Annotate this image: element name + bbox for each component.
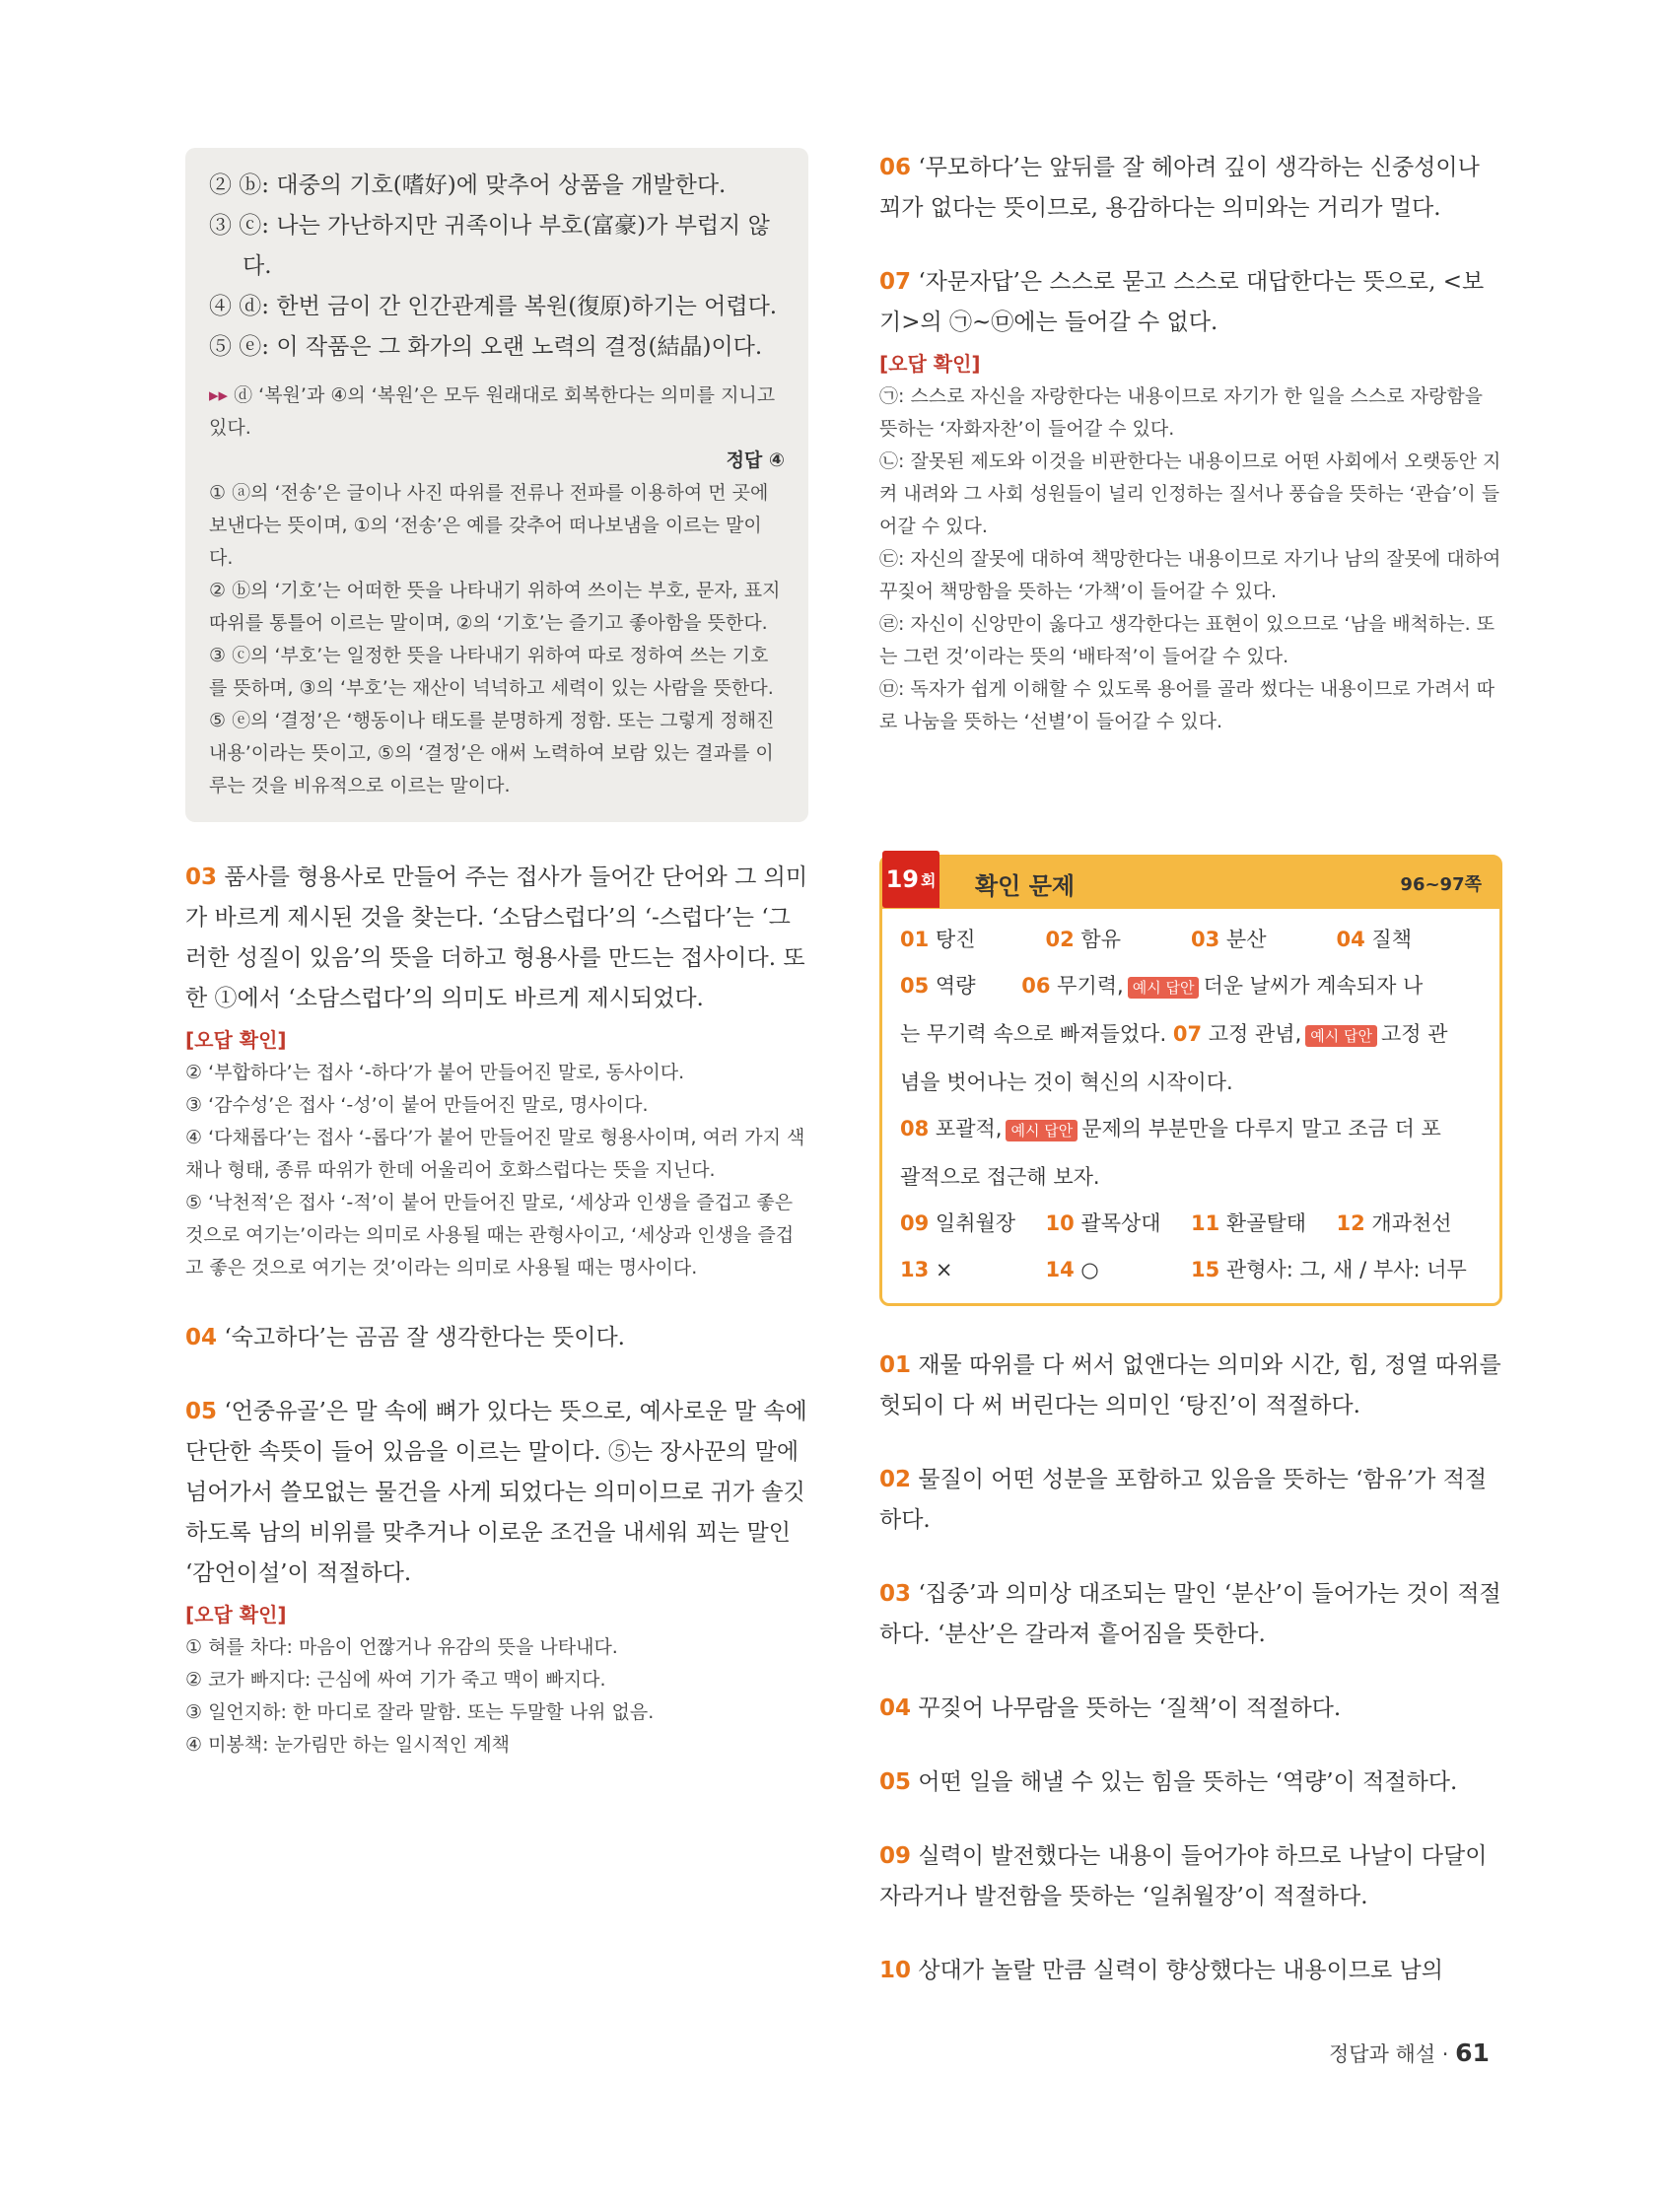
- question-06: [879, 148, 1502, 229]
- page-number: 61: [1455, 2039, 1490, 2067]
- expl-02: [879, 1460, 1502, 1541]
- expl-number: 03: [879, 1581, 912, 1607]
- answer-number: 06: [1021, 974, 1051, 998]
- answer-text: 함유: [1080, 928, 1121, 951]
- expl-04: [879, 1689, 1502, 1729]
- q03-item-3: ③ ‘감수성’은 접사 ‘-성’이 붙어 만들어진 말로, 명사이다.: [185, 1094, 649, 1116]
- answer-example: 더운 날씨가 계속되자 나: [1203, 974, 1424, 998]
- left-column: [185, 148, 808, 1795]
- q04-body: ‘숙고하다’는 곰곰 잘 생각한다는 뜻이다.: [224, 1325, 625, 1350]
- arrow-marker-icon: ▸▸: [209, 384, 229, 406]
- q03-check-label: [오답 확인]: [185, 1028, 287, 1052]
- quiz-explanations: [879, 1346, 1502, 1991]
- answer-02: [1046, 917, 1192, 963]
- answer-row-6: [900, 1154, 1482, 1201]
- note-5: ⑤ ⓔ의 ‘결정’은 ‘행동이나 태도를 분명하게 정함. 또는 그렇게 정해진 내용’이라는 뜻이고, ⑤의 ‘결정’은 애써 노력하여 보람 있는 결과를 이루는 것을 비유적으로 이르는 말이다.: [209, 710, 775, 796]
- q04-number: 04: [185, 1325, 218, 1350]
- note-1: ① ⓐ의 ‘전송’은 글이나 사진 따위를 전류나 전파를 이용하여 먼 곳에 보낸다는 뜻이며, ①의 ‘전송’은 예를 갖추어 떠나보냄을 이르는 말이다.: [209, 482, 769, 569]
- answer-14: [1046, 1247, 1192, 1293]
- answer-text: 역량: [935, 974, 976, 998]
- answer-text: 개과천선: [1371, 1211, 1452, 1235]
- q06-number: 06: [879, 155, 912, 180]
- review-quiz-header: [882, 858, 1499, 909]
- answer-example: 념을 벗어나는 것이 혁신의 시작이다.: [900, 1071, 1233, 1094]
- option-2: ② ⓑ: 대중의 기호(嗜好)에 맞추어 상품을 개발한다.: [209, 173, 727, 198]
- answer-example: 는 무기력 속으로 빠져들었다.: [900, 1022, 1167, 1046]
- answer-number: 11: [1191, 1211, 1220, 1235]
- q07-body: ‘자문자답’은 스스로 묻고 스스로 대답한다는 뜻으로, <보기>의 ㉠~㉤에는 들어갈 수 없다.: [879, 269, 1485, 335]
- expl-text: 상대가 놀랄 만큼 실력이 향상했다는 내용이므로 남의: [918, 1958, 1443, 1983]
- q05-text: [185, 1392, 808, 1594]
- q05-item-1: ① 혀를 차다: 마음이 언짢거나 유감의 뜻을 나타내다.: [185, 1636, 618, 1658]
- answer-text: 관형사: 그, 새 / 부사: 너무: [1225, 1258, 1467, 1281]
- answer-text: ×: [935, 1258, 953, 1281]
- q03-item-5: ⑤ ‘낙천적’은 접사 ‘-적’이 붙어 만들어진 말로, ‘세상과 인생을 즐겁고 좋은 것으로 여기는’이라는 의미로 사용될 때는 관형사이고, ‘세상과 인생을 즐겁고 좋은 것으로 여기는 것’이라는 의미로 사용될 때는 명사이다.: [185, 1192, 795, 1279]
- answer-13: [900, 1247, 1046, 1293]
- answer-line: [209, 445, 785, 477]
- q03-item-4: ④ ‘다채롭다’는 접사 ‘-롭다’가 붙어 만들어진 말로 형용사이며, 여러 가지 색채나 형태, 종류 따위가 한데 어울리어 호화스럽다는 뜻을 지닌다.: [185, 1127, 805, 1181]
- expl-09: [879, 1836, 1502, 1917]
- answer-12: [1337, 1201, 1483, 1247]
- expl-03: [879, 1574, 1502, 1655]
- answer-row-2: [900, 963, 1482, 1011]
- answer-example: 고정 관: [1380, 1022, 1448, 1046]
- explanation-body: ⓓ ‘복원’과 ④의 ‘복원’은 모두 원래대로 회복한다는 의미를 지니고 있다.: [209, 384, 776, 439]
- answer-number: 03: [1191, 928, 1220, 951]
- page-footer: [1329, 2039, 1490, 2068]
- example-answer-tag: 예시 답안: [1128, 977, 1200, 999]
- answer-row-8: [900, 1247, 1482, 1293]
- question-07: [879, 262, 1502, 738]
- q03-number: 03: [185, 864, 218, 890]
- q07-text: [879, 262, 1502, 343]
- review-quiz-title: 확인 문제: [975, 871, 1076, 900]
- q05-item-2: ② 코가 빠지다: 근심에 싸여 기가 죽고 맥이 빠지다.: [185, 1669, 606, 1691]
- answer-text: 일취월장: [935, 1211, 1016, 1235]
- answer-text: 무기력,: [1057, 974, 1124, 998]
- answer-example: 괄적으로 접근해 보자.: [900, 1165, 1100, 1189]
- right-column: [879, 148, 1502, 2025]
- footer-label: 정답과 해설 ·: [1329, 2042, 1449, 2066]
- answer-04: [1337, 917, 1483, 963]
- expl-text: 어떤 일을 해낼 수 있는 힘을 뜻하는 ‘역량’이 적절하다.: [918, 1769, 1458, 1795]
- q05-item-3: ③ 일언지하: 한 마디로 잘라 말함. 또는 두말할 나위 없음.: [185, 1701, 655, 1723]
- page-range: 96~97쪽: [1400, 874, 1482, 895]
- answer-11: [1191, 1201, 1337, 1247]
- answer-number: 02: [1045, 928, 1075, 951]
- q03-body: 품사를 형용사로 만들어 주는 접사가 들어간 단어와 그 의미가 바르게 제시된 것을 찾는다. ‘소담스럽다’의 ‘-스럽다’는 ‘그러한 성질이 있음’의 뜻을 더하고 형용사를 만드는 접사이다. 또한 ①에서 ‘소담스럽다’의 의미도 바르게 제시되었다.: [185, 864, 808, 1011]
- option-5: ⑤ ⓔ: 이 작품은 그 화가의 오랜 노력의 결정(結晶)이다.: [209, 334, 763, 360]
- note-2: ② ⓑ의 ‘기호’는 어떠한 뜻을 나타내기 위하여 쓰이는 부호, 문자, 표지 따위를 통틀어 이르는 말이며, ②의 ‘기호’는 즐기고 좋아함을 뜻한다.: [209, 580, 781, 634]
- expl-number: 02: [879, 1467, 912, 1492]
- answer-10: [1046, 1201, 1192, 1247]
- answer-row-1: [900, 917, 1482, 963]
- expl-number: 04: [879, 1695, 912, 1721]
- answer-row-7: [900, 1201, 1482, 1247]
- answer-number: 15: [1191, 1258, 1220, 1281]
- q06-body: ‘무모하다’는 앞뒤를 잘 헤아려 깊이 생각하는 신중성이나 꾀가 없다는 뜻이므로, 용감하다는 의미와는 거리가 멀다.: [879, 155, 1480, 221]
- answer-label: 정답 ④: [726, 449, 785, 471]
- expl-01: [879, 1346, 1502, 1426]
- review-quiz-box: [879, 855, 1502, 1306]
- expl-number: 01: [879, 1352, 912, 1378]
- answer-row-3: [900, 1011, 1482, 1060]
- answer-01: [900, 917, 1046, 963]
- option-3: ③ ⓒ: 나는 가난하지만 귀족이나 부호(富豪)가 부럽지 않다.: [209, 213, 770, 279]
- expl-text: 재물 따위를 다 써서 없앤다는 의미와 시간, 힘, 정열 따위를 헛되이 다 써 버린다는 의미인 ‘탕진’이 적절하다.: [879, 1352, 1501, 1418]
- note-3: ③ ⓒ의 ‘부호’는 일정한 뜻을 나타내기 위하여 따로 정하여 쓰는 기호를 뜻하며, ③의 ‘부호’는 재산이 넉넉하고 세력이 있는 사람을 뜻한다.: [209, 645, 774, 699]
- answer-number: 01: [900, 928, 930, 951]
- answer-row-4: [900, 1060, 1482, 1106]
- answer-number: 08: [900, 1117, 930, 1141]
- answer-15: [1191, 1247, 1482, 1293]
- answer-number: 09: [900, 1211, 930, 1235]
- expl-05: [879, 1763, 1502, 1803]
- q07-item-5: ㉤: 독자가 쉽게 이해할 수 있도록 용어를 골라 썼다는 내용이므로 가려서 따로 나눔을 뜻하는 ‘선별’이 들어갈 수 있다.: [879, 678, 1495, 732]
- expl-number: 05: [879, 1769, 912, 1795]
- answer-text: 탕진: [935, 928, 976, 951]
- explanation: [209, 380, 785, 802]
- answer-example: 문제의 부분만을 다루지 말고 조금 더 포: [1081, 1117, 1441, 1141]
- q07-check-label: [오답 확인]: [879, 352, 981, 376]
- expl-10: [879, 1951, 1502, 1991]
- option-4: ④ ⓓ: 한번 금이 간 인간관계를 복원(復原)하기는 어렵다.: [209, 294, 778, 319]
- session-badge: [882, 851, 939, 908]
- answer-text: 고정 관념,: [1208, 1022, 1302, 1046]
- q05-item-4: ④ 미봉책: 눈가림만 하는 일시적인 계책: [185, 1734, 510, 1756]
- q07-item-1: ㉠: 스스로 자신을 자랑한다는 내용이므로 자기가 한 일을 스스로 자랑함을 뜻하는 ‘자화자찬’이 들어갈 수 있다.: [879, 385, 1484, 440]
- expl-number: 09: [879, 1843, 912, 1869]
- answer-03: [1191, 917, 1337, 963]
- answer-text: 질책: [1371, 928, 1412, 951]
- answer-row-5: [900, 1106, 1482, 1154]
- answer-number: 12: [1336, 1211, 1365, 1235]
- answer-09: [900, 1201, 1046, 1247]
- answer-text: ○: [1080, 1258, 1099, 1281]
- answer-number: 14: [1045, 1258, 1075, 1281]
- q07-item-3: ㉢: 자신의 잘못에 대하여 책망한다는 내용이므로 자기나 남의 잘못에 대하여 꾸짖어 책망함을 뜻하는 ‘가책’이 들어갈 수 있다.: [879, 548, 1501, 602]
- example-answer-tag: 예시 답안: [1305, 1025, 1377, 1047]
- question-05: [185, 1392, 808, 1762]
- answer-text: 포괄적,: [935, 1117, 1003, 1141]
- q03-text: [185, 858, 808, 1019]
- answer-text: 분산: [1225, 928, 1267, 951]
- answer-number: 07: [1172, 1022, 1203, 1046]
- q05-body: ‘언중유골’은 말 속에 뼈가 있다는 뜻으로, 예사로운 말 속에 단단한 속뜻이 들어 있음을 이르는 말이다. ⑤는 장사꾼의 말에 넘어가서 쓸모없는 물건을 사게 되었다는 의미이므로 귀가 솔깃하도록 남의 비위를 맞추거나 이로운 조건을 내세워 꾀는 말인 ‘감언이설’이 적절하다.: [185, 1399, 807, 1586]
- question-04: [185, 1318, 808, 1358]
- expl-text: ‘집중’과 의미상 대조되는 말인 ‘분산’이 들어가는 것이 적절하다. ‘분산’은 갈라져 흩어짐을 뜻한다.: [879, 1581, 1501, 1647]
- explanation-text: [209, 380, 785, 445]
- question-03: [185, 858, 808, 1284]
- answer-note-box: [185, 148, 808, 822]
- q05-number: 05: [185, 1399, 218, 1424]
- answer-number: 05: [900, 974, 930, 998]
- answer-text: 괄목상대: [1080, 1211, 1161, 1235]
- answer-number: 04: [1336, 928, 1365, 951]
- expl-number: 10: [879, 1958, 912, 1983]
- review-quiz-answers: [882, 909, 1499, 1303]
- session-suffix: 회: [920, 870, 937, 890]
- q07-number: 07: [879, 269, 912, 295]
- expl-text: 물질이 어떤 성분을 포함하고 있음을 뜻하는 ‘함유’가 적절하다.: [879, 1467, 1488, 1533]
- session-number: 19: [885, 865, 919, 893]
- answer-text: 환골탈태: [1225, 1211, 1307, 1235]
- q07-item-2: ㉡: 잘못된 제도와 이것을 비판한다는 내용이므로 어떤 사회에서 오랫동안 지켜 내려와 그 사회 성원들이 널리 인정하는 질서나 풍습을 뜻하는 ‘관습’이 들어갈 수 있다.: [879, 450, 1501, 537]
- expl-text: 실력이 발전했다는 내용이 들어가야 하므로 나날이 다달이 자라거나 발전함을 뜻하는 ‘일취월장’이 적절하다.: [879, 1843, 1488, 1909]
- example-answer-tag: 예시 답안: [1006, 1120, 1078, 1141]
- q07-item-4: ㉣: 자신이 신앙만이 옳다고 생각한다는 표현이 있으므로 ‘남을 배척하는. 또는 그런 것’이라는 뜻의 ‘배타적’이 들어갈 수 있다.: [879, 613, 1495, 667]
- expl-text: 꾸짖어 나무람을 뜻하는 ‘질책’이 적절하다.: [918, 1695, 1342, 1721]
- answer-number: 10: [1045, 1211, 1075, 1235]
- q06-text: [879, 148, 1502, 229]
- answer-number: 13: [900, 1258, 930, 1281]
- q03-item-2: ② ‘부합하다’는 접사 ‘-하다’가 붙어 만들어진 말로, 동사이다.: [185, 1062, 685, 1083]
- q05-check-label: [오답 확인]: [185, 1603, 287, 1626]
- q04-text: [185, 1318, 808, 1358]
